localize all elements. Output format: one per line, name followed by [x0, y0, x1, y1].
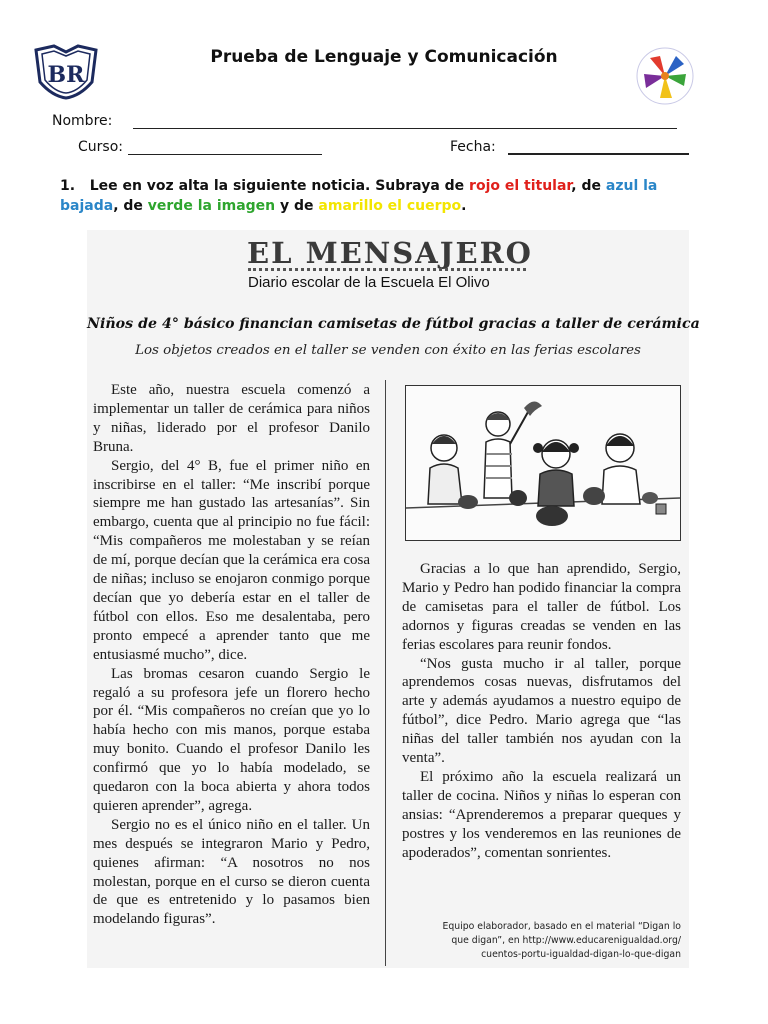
article-paragraph: El próximo año la escuela realizará un taller de cocina. Niños y niñas lo esperan con ansias: “Aprenderemos a preparar queques y postres y los venderemos en las reuniones de apoderados”, comentan sonrientes. [402, 768, 681, 861]
instruction-text: , de [571, 178, 606, 194]
curso-label: Curso: [78, 139, 123, 155]
article-column-right [402, 560, 681, 863]
nombre-field[interactable] [133, 114, 677, 129]
credit-line: que digan”, en http://www.educarenigualdad.org/ [451, 935, 681, 946]
news-lead: Los objetos creados en el taller se venden con éxito en las ferias escolares [135, 343, 641, 358]
curso-field[interactable] [128, 140, 322, 155]
instruction-red: rojo el titular [469, 178, 572, 194]
newspaper-masthead: EL MENSAJERO [247, 236, 533, 270]
instruction-yellow: amarillo el cuerpo [318, 198, 462, 214]
article-paragraph: “Nos gusta mucho ir al taller, porque aprendemos cosas nuevas, disfrutamos del arte y además ayudamos a nuestro equipo de fútbol”, dice Pedro. Mario agrega que “las niñas del taller también nos ayudan con la venta”. [402, 655, 681, 767]
article-paragraph: Las bromas cesaron cuando Sergio le regaló a su profesora jefe un florero hecho por él. “Mis compañeros no creían que yo lo había hecho con mis manos, porque estaba muy bonito. Cuando el profesor Danilo les confirmó que yo lo había modelado, se quedaron con la boca abierta y ahora todos quieren aprender”, agrega. [93, 665, 370, 814]
instruction-text: , de [113, 198, 148, 214]
page-title: Prueba de Lenguaje y Comunicación [210, 47, 558, 67]
article-paragraph: Gracias a lo que han aprendido, Sergio, Mario y Pedro han podido financiar la compra de camisetas para el taller de fútbol. Los adornos y figuras creadas se venden en las ferias escolares para reunir fondos. [402, 561, 681, 653]
credit-line: Equipo elaborador, basado en el material “Digan lo [442, 921, 681, 932]
fecha-field[interactable] [508, 139, 689, 155]
article-paragraph: Este año, nuestra escuela comenzó a implementar un taller de cerámica para niños y niñas, liderado por el profesor Danilo Bruna. [93, 382, 370, 455]
news-headline: Niños de 4° básico financian camisetas de fútbol gracias a taller de cerámica [87, 316, 700, 332]
instruction-text: Lee en voz alta la siguiente noticia. Subraya de [89, 178, 470, 194]
instruction-text: y de [275, 198, 319, 214]
instruction [60, 176, 710, 216]
institution-logo [632, 44, 698, 108]
news-image [405, 385, 681, 541]
article-paragraph: Sergio no es el único niño en el taller. Un mes después se integraron Mario y Pedro, quienes afirman: “A nosotros no nos molestan, porque en el curso se dieron cuenta de que es entretenido y lo pasamos bien modelando figuras”. [93, 816, 370, 928]
newspaper-subhead: Diario escolar de la Escuela El Olivo [248, 274, 490, 291]
column-divider [385, 380, 386, 966]
instruction-text: . [461, 198, 467, 214]
instruction-green: verde la imagen [147, 198, 276, 214]
nombre-label: Nombre: [52, 113, 113, 129]
svg-text:BR: BR [47, 62, 85, 88]
instruction-blue: azul la bajada [60, 178, 658, 214]
fecha-label: Fecha: [450, 139, 496, 155]
article-credit [402, 920, 681, 962]
article-paragraph: Sergio, del 4° B, fue el primer niño en inscribirse en el taller: “Me inscribí porque siempre me han gustado las artesanías”. Sin embargo, cuenta que al principio no fue fácil: “Mis compañeros me molestaban y se reían de mí, porque decían que la cerámica era cosa de niñas; incluso se enojaron conmigo porque decían que yo debería estar en el taller de fútbol con ellos. Eso me desalentaba, pero pronto empecé a aprender tanto que me entusiasmé mucho”, dice. [93, 457, 370, 663]
instruction-number: 1. [60, 178, 76, 194]
credit-line: cuentos-portu-igualdad-digan-lo-que-digan [481, 949, 681, 960]
article-column-left [93, 381, 370, 929]
